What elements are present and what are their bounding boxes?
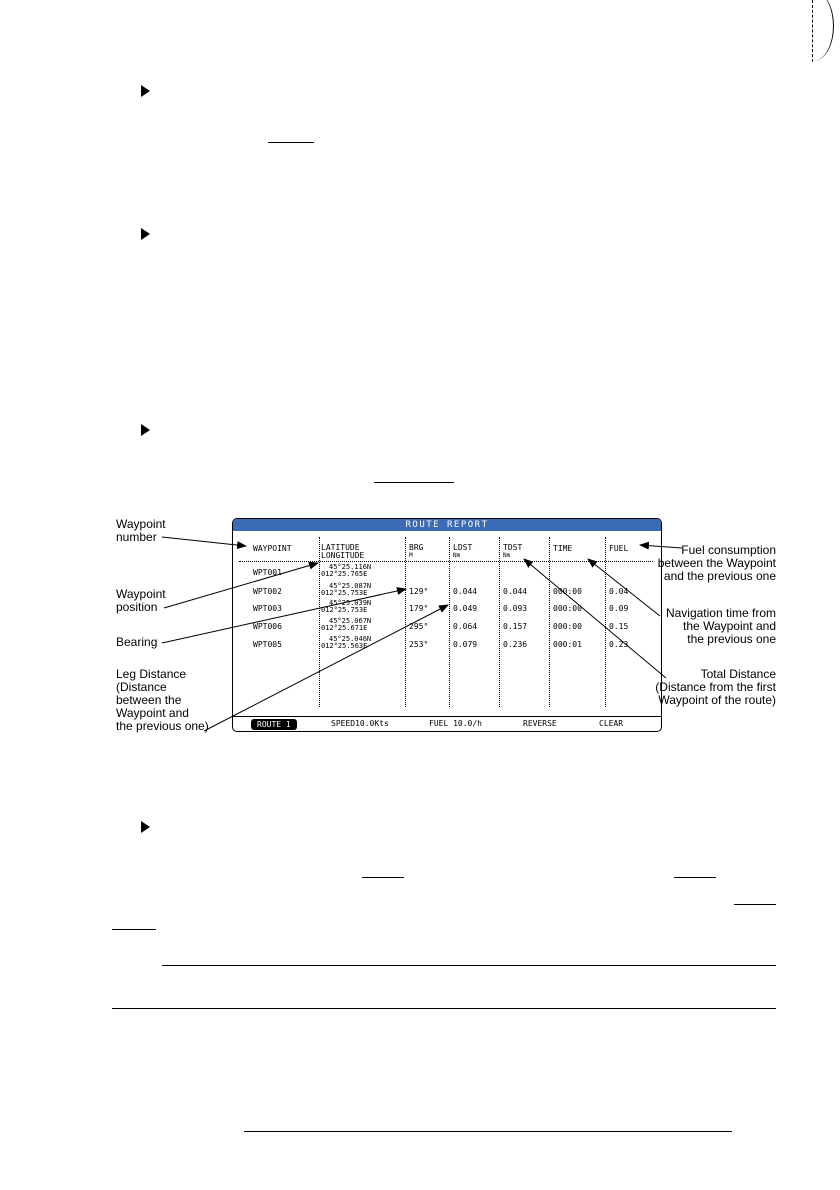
label-total-distance: Total Distance (Distance from the first Waypoint of the route) [655, 667, 776, 707]
row1-wpt: WPT001 [253, 568, 282, 577]
row1-lat: 45°25.116N [329, 563, 372, 571]
row1-lon: 012°25.765E [321, 570, 368, 578]
row4-brg: 295° [409, 622, 429, 631]
label-waypoint-number: Waypoint number [116, 517, 166, 544]
arrow-total-distance [524, 559, 666, 678]
row3-tdst: 0.093 [503, 604, 528, 613]
label-bearing: Bearing [116, 635, 158, 649]
row3-brg: 179° [409, 604, 429, 613]
label-leg-distance: Leg Distance (Distance between the Waypoint and the previous one) [116, 667, 209, 733]
row3-wpt: WPT003 [253, 604, 282, 613]
row3-fuel: 0.09 [609, 604, 629, 613]
col-tdst: TDST Nm [503, 543, 523, 559]
row5-tdst: 0.236 [503, 640, 528, 649]
row3-time: 000:00 [553, 604, 582, 613]
speed-setting[interactable]: SPEED10.0Kts [331, 719, 389, 728]
clear-button[interactable]: CLEAR [599, 719, 624, 728]
label-waypoint-position: Waypoint position [116, 587, 166, 614]
row2-lon: 012°25.753E [321, 589, 368, 597]
row5-lon: 012°25.563E [321, 642, 368, 650]
label-navigation-time: Navigation time from the Waypoint and the previous one [665, 606, 776, 646]
arrow-leg-distance [204, 605, 448, 731]
row4-lon: 012°25.671E [321, 624, 368, 632]
arrow-time [588, 559, 660, 616]
row5-brg: 253° [409, 640, 429, 649]
row2-ldst: 0.044 [453, 587, 478, 596]
row4-time: 000:00 [553, 622, 582, 631]
row2-tdst: 0.044 [503, 587, 528, 596]
arrow-bearing [162, 589, 406, 643]
row4-fuel: 0.15 [609, 622, 629, 631]
row5-time: 000:01 [553, 640, 582, 649]
row3-lon: 012°25.753E [321, 606, 368, 614]
row4-lat: 45°25.067N [329, 617, 372, 625]
row2-brg: 129° [409, 587, 429, 596]
row5-fuel: 0.23 [609, 640, 629, 649]
fuel-setting[interactable]: FUEL 10.0/h [429, 719, 482, 728]
col-waypoint: WAYPOINT [253, 544, 292, 553]
col-brg: BRG M [409, 543, 424, 559]
col-lat-lon: LATITUDE LONGITUDE [321, 543, 365, 560]
col-ldst: LDST Nm [453, 543, 473, 559]
screen-title: ROUTE REPORT [233, 519, 661, 531]
row5-lat: 45°25.046N [329, 635, 372, 643]
row3-ldst: 0.049 [453, 604, 478, 613]
row5-ldst: 0.079 [453, 640, 478, 649]
label-fuel-consumption: Fuel consumption between the Waypoint and the previous one [657, 543, 776, 583]
arrow-waypoint-number [162, 537, 246, 546]
reverse-button[interactable]: REVERSE [523, 719, 557, 728]
col-fuel: FUEL [609, 544, 629, 553]
arrow-waypoint-position [164, 563, 318, 608]
row4-tdst: 0.157 [503, 622, 528, 631]
route-selector[interactable]: ROUTE 1 [251, 719, 297, 730]
row2-fuel: 0.04 [609, 587, 629, 596]
col-time: TIME [553, 544, 573, 553]
arrow-fuel [640, 545, 682, 548]
row5-wpt: WPT005 [253, 640, 282, 649]
row4-wpt: WPT006 [253, 622, 282, 631]
row2-lat: 45°25.087N [329, 582, 372, 590]
row4-ldst: 0.064 [453, 622, 478, 631]
row2-time: 000:00 [553, 587, 582, 596]
row2-wpt: WPT002 [253, 587, 282, 596]
row3-lat: 45°25.039N [329, 599, 372, 607]
